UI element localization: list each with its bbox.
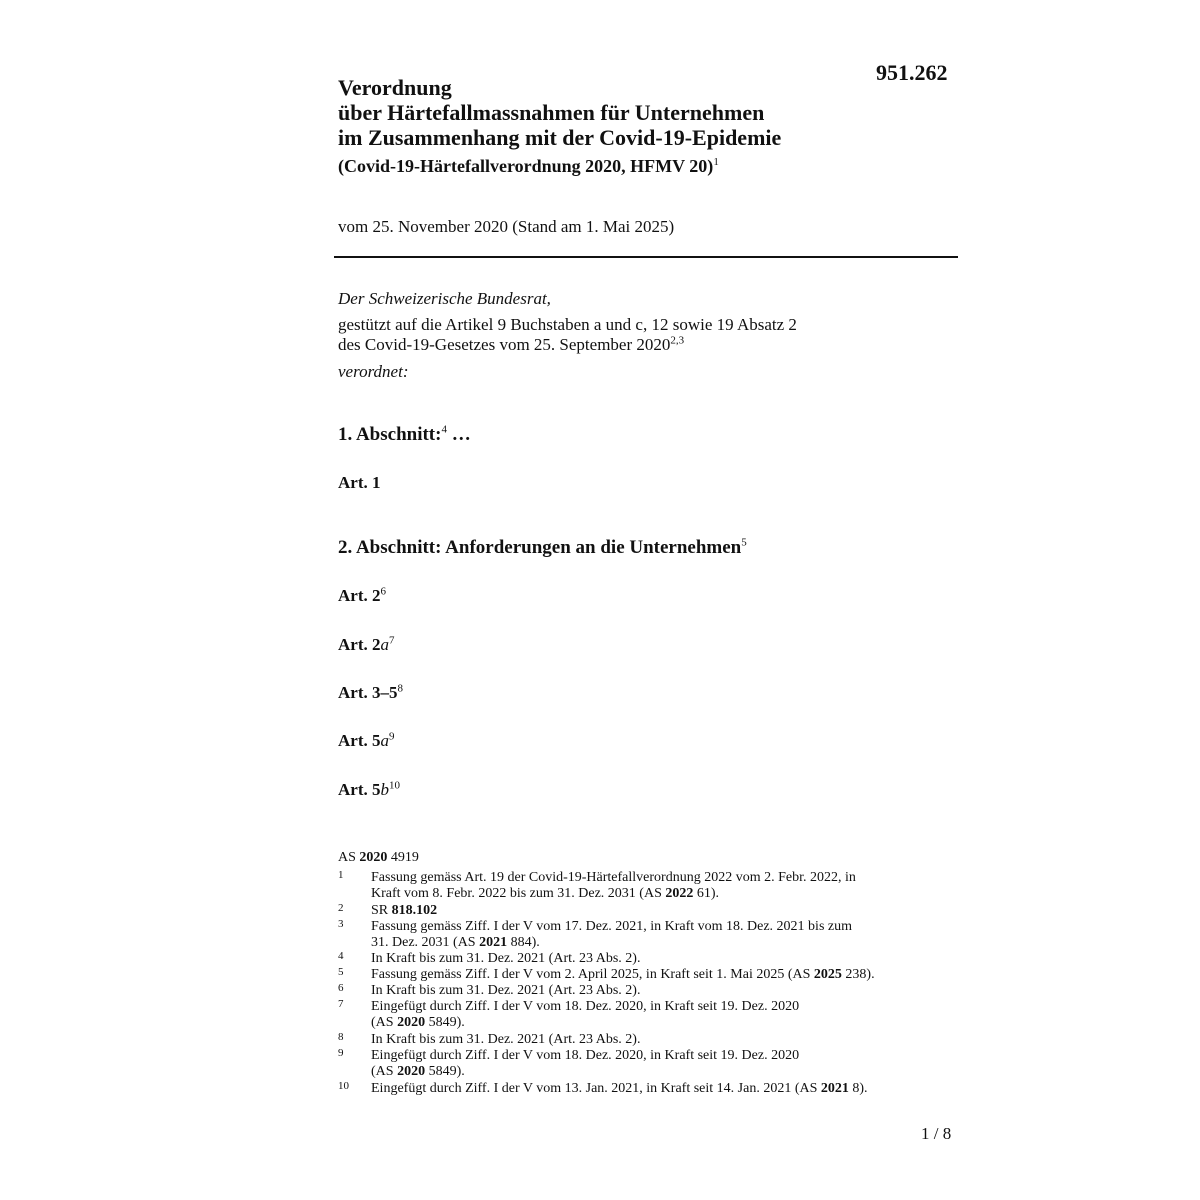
article-suffix: b [380, 780, 389, 799]
footnote-text: In Kraft bis zum 31. Dez. 2021 (Art. 23 Abs. 2). [371, 983, 641, 998]
short-title-text: (Covid-19-Härtefallverordnung 2020, HFMV 20) [338, 156, 714, 176]
footnote-number: 5 [338, 966, 344, 978]
title-line-1: Verordnung [338, 75, 452, 100]
footnote-number: 2 [338, 902, 344, 914]
footnote-number: 9 [338, 1047, 344, 1059]
as-reference [338, 850, 419, 866]
footnote-ref[interactable]: 1 [713, 156, 719, 168]
title-line-2: über Härtefallmassnahmen für Unternehmen [338, 100, 765, 125]
footnote-text: In Kraft bis zum 31. Dez. 2021 (Art. 23 Abs. 2). [371, 951, 641, 966]
short-title [338, 156, 719, 177]
section-heading-text: 1. Abschnitt: [338, 424, 442, 445]
divider [334, 256, 958, 258]
section-heading-2 [338, 537, 747, 559]
footnote-number: 10 [338, 1080, 349, 1092]
article-label: Art. 5 [338, 731, 381, 750]
section-heading-suffix: … [446, 424, 471, 445]
footnote-number: 7 [338, 998, 344, 1010]
as-page: 4919 [387, 850, 419, 865]
footnote-number: 8 [338, 1031, 344, 1043]
date-line: vom 25. November 2020 (Stand am 1. Mai 2025) [338, 217, 675, 236]
preamble-basis-line-1: gestützt auf die Artikel 9 Buchstaben a und c, 12 sowie 19 Absatz 2 [338, 315, 797, 334]
article-5a [338, 731, 394, 751]
as-prefix: AS [338, 850, 360, 865]
article-suffix: a [380, 635, 389, 654]
footnote-ref[interactable]: 8 [397, 682, 403, 695]
sr-number: 951.262 [876, 60, 948, 85]
page-number: 1 / 8 [921, 1124, 952, 1143]
footnote-text: Fassung gemäss Art. 19 der Covid-19-Härtefallverordnung 2022 vom 2. Febr. 2022, in Kraft vom 8. Febr. 2022 bis zum 31. Dez. 2031 (AS 2022 61). [371, 870, 856, 901]
article-label: Art. 5 [338, 780, 381, 799]
footnote-text: SR 818.102 [371, 903, 438, 918]
article-1 [338, 473, 380, 493]
preamble-authority: Der Schweizerische Bundesrat, [338, 289, 551, 308]
footnote-number: 6 [338, 982, 344, 994]
footnote-text: Fassung gemäss Ziff. I der V vom 2. April 2025, in Kraft seit 1. Mai 2025 (AS 2025 238). [371, 967, 875, 982]
footnote-text: Eingefügt durch Ziff. I der V vom 13. Jan. 2021, in Kraft seit 14. Jan. 2021 (AS 2021 8). [371, 1081, 868, 1096]
title-line-3: im Zusammenhang mit der Covid-19-Epidemie [338, 125, 782, 150]
footnote-text: Fassung gemäss Ziff. I der V vom 17. Dez. 2021, in Kraft vom 18. Dez. 2021 bis zum 31. Dez. 2031 (AS 2021 884). [371, 919, 852, 950]
footnote-ref[interactable]: 4 [441, 423, 447, 436]
article-label: Art. 1 [338, 473, 381, 492]
footnote-ref[interactable]: 6 [380, 585, 386, 598]
footnote-ref[interactable]: 5 [741, 536, 747, 549]
article-3-5 [338, 683, 403, 703]
article-suffix: a [380, 731, 389, 750]
footnote-text: In Kraft bis zum 31. Dez. 2021 (Art. 23 Abs. 2). [371, 1032, 641, 1047]
article-2 [338, 586, 386, 606]
footnote-ref[interactable]: 10 [388, 779, 400, 792]
section-heading-text: 2. Abschnitt: Anforderungen an die Unternehmen [338, 537, 742, 558]
preamble-verordnet: verordnet: [338, 362, 409, 381]
as-year: 2020 [359, 850, 388, 865]
article-2a [338, 635, 394, 655]
footnote-ref[interactable]: 7 [388, 634, 395, 647]
article-5b [338, 780, 400, 800]
section-heading-1 [338, 424, 471, 446]
footnote-ref[interactable]: 2,3 [670, 334, 685, 347]
footnote-number: 1 [338, 869, 344, 881]
footnote-number: 4 [338, 950, 344, 962]
basis-text: des Covid-19-Gesetzes vom 25. September 2020 [338, 335, 671, 354]
preamble-basis-line-2 [338, 335, 684, 355]
article-label: Art. 2 [338, 635, 381, 654]
footnote-text: Eingefügt durch Ziff. I der V vom 18. Dez. 2020, in Kraft seit 19. Dez. 2020 (AS 2020 5849). [371, 1048, 800, 1079]
footnote-number: 3 [338, 918, 344, 930]
footnote-ref[interactable]: 9 [388, 730, 395, 743]
footnote-text: Eingefügt durch Ziff. I der V vom 18. Dez. 2020, in Kraft seit 19. Dez. 2020 (AS 2020 5849). [371, 999, 800, 1030]
article-label: Art. 3–5 [338, 683, 398, 702]
article-label: Art. 2 [338, 586, 381, 605]
